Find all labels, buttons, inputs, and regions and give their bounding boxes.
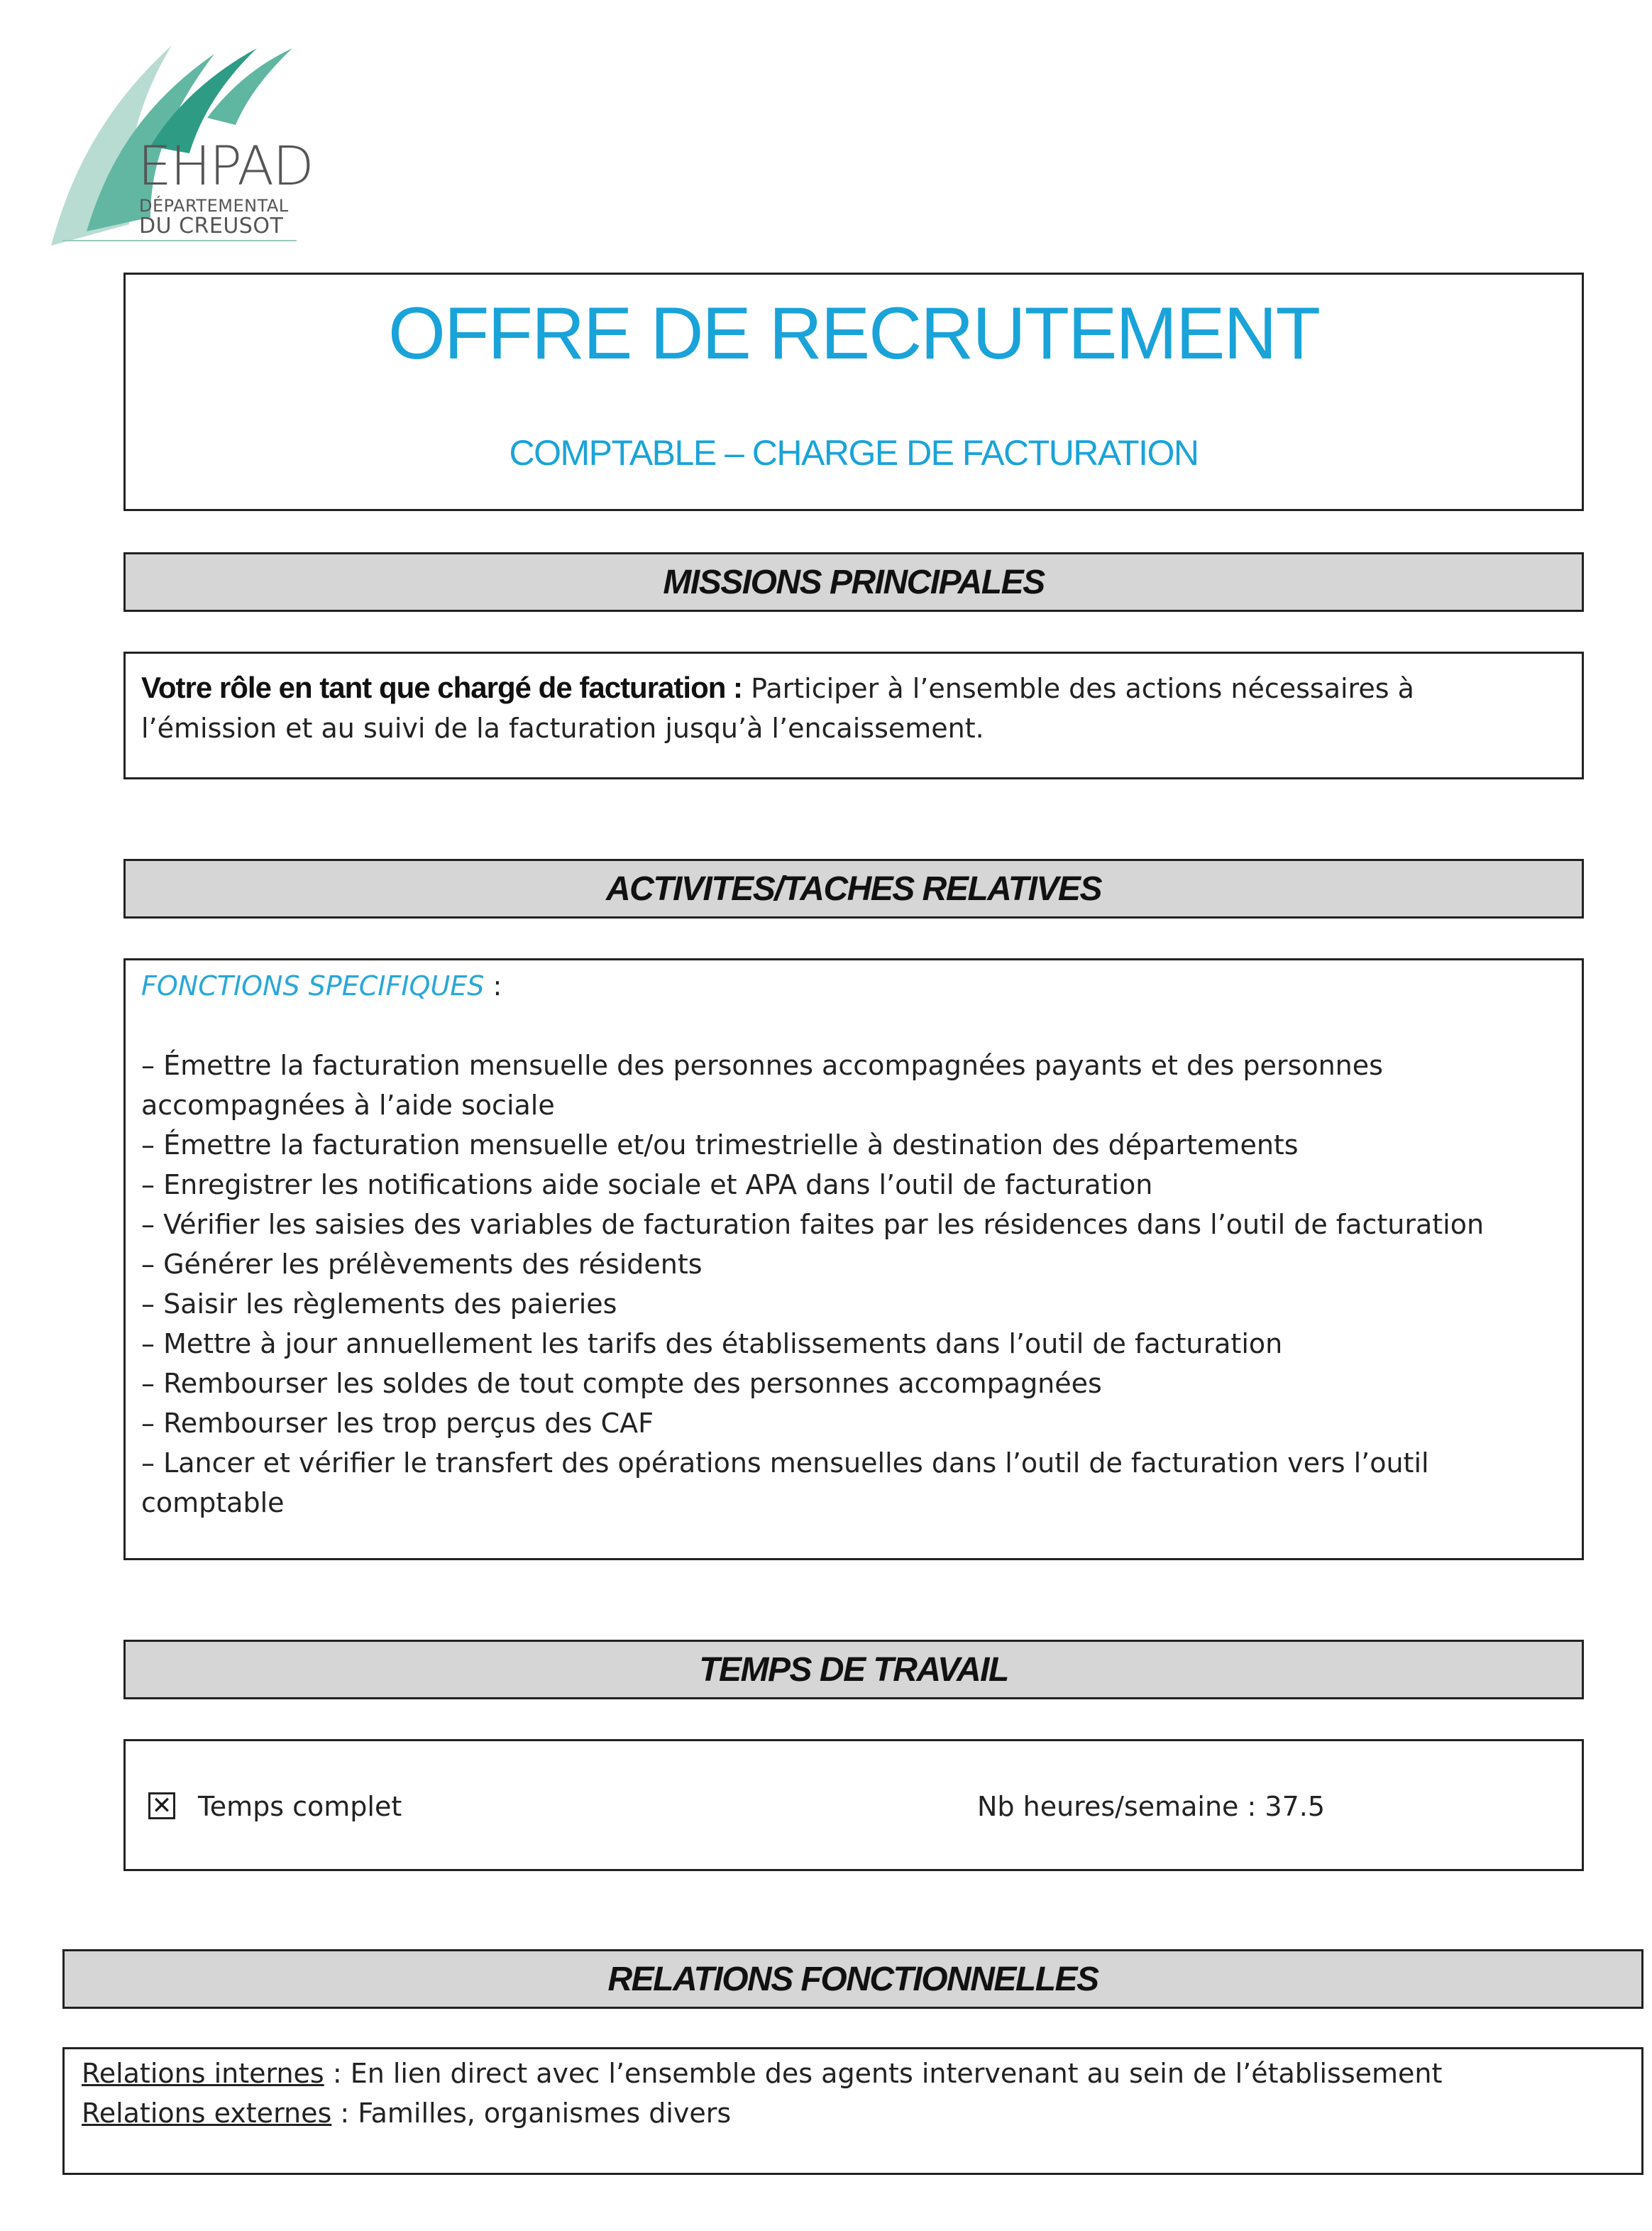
temps-complet-label: Temps complet — [198, 1791, 402, 1822]
list-item: – Émettre la facturation mensuelle et/ou trimestrielle à destination des départements — [141, 1129, 1299, 1161]
fonctions-specifiques-label: FONCTIONS SPECIFIQUES — [141, 970, 485, 1002]
logo-departemental: DÉPARTEMENTAL — [139, 196, 289, 216]
activites-box — [123, 958, 1584, 1560]
missions-box — [123, 652, 1584, 779]
list-item: – Lancer et vérifier le transfert des opérations mensuelles dans l’outil de facturation vers l’outil comptable — [141, 1447, 1429, 1518]
temps-heading-bar — [123, 1640, 1584, 1699]
list-item: – Générer les prélèvements des résidents — [141, 1249, 703, 1280]
temps-box — [123, 1739, 1584, 1871]
logo-du-creusot: DU CREUSOT — [139, 214, 284, 239]
logo-underline — [62, 240, 297, 241]
temps-complet-checkbox[interactable]: ✕ — [148, 1792, 175, 1819]
fonctions-label-line — [141, 966, 1553, 1006]
title-box — [123, 273, 1584, 511]
temps-heading: TEMPS DE TRAVAIL — [699, 1650, 1008, 1689]
logo-ehpad: EHPAD — [138, 134, 313, 197]
list-item: – Rembourser les trop perçus des CAF — [141, 1408, 654, 1439]
relations-externes-line — [82, 2093, 1629, 2133]
missions-description: Participer à l’ensemble des actions nécessaires à l’émission et au suivi de la facturation jusqu’à l’encaissement. — [141, 673, 1414, 744]
list-item: – Enregistrer les notifications aide sociale et APA dans l’outil de facturation — [141, 1169, 1153, 1200]
list-item: – Saisir les règlements des paieries — [141, 1288, 617, 1320]
missions-text — [141, 668, 1553, 748]
activites-list — [141, 1046, 1568, 1523]
missions-lead: Votre rôle en tant que chargé de facturation : — [141, 671, 743, 704]
missions-heading-bar — [123, 552, 1584, 612]
relations-externes-text: : Familles, organismes divers — [331, 2098, 732, 2129]
list-item: – Rembourser les soldes de tout compte des personnes accompagnées — [141, 1368, 1102, 1399]
relations-internes-text: : En lien direct avec l’ensemble des agents intervenant au sein de l’établissement — [324, 2058, 1443, 2089]
page-title: OFFRE DE RECRUTEMENT — [388, 292, 1319, 375]
relations-heading-bar — [62, 1949, 1643, 2009]
relations-internes-line — [82, 2054, 1629, 2093]
job-title: COMPTABLE – CHARGE DE FACTURATION — [509, 433, 1199, 473]
activites-heading-bar — [123, 859, 1584, 919]
ehpad-logo — [44, 40, 313, 246]
relations-heading: RELATIONS FONCTIONNELLES — [607, 1960, 1098, 1998]
list-item: – Émettre la facturation mensuelle des personnes accompagnées payants et des personnes accompagnées à l’aide sociale — [141, 1050, 1383, 1121]
hours-per-week: Nb heures/semaine : 37.5 — [977, 1791, 1326, 1822]
relations-externes-label: Relations externes — [82, 2098, 332, 2129]
list-item: – Mettre à jour annuellement les tarifs des établissements dans l’outil de facturation — [141, 1328, 1283, 1359]
relations-box — [62, 2047, 1643, 2175]
missions-heading: MISSIONS PRINCIPALES — [663, 563, 1045, 601]
relations-internes-label: Relations internes — [82, 2058, 324, 2089]
fonctions-label-suffix: : — [484, 970, 502, 1002]
list-item: – Vérifier les saisies des variables de facturation faites par les résidences dans l’outil de facturation — [141, 1209, 1485, 1240]
activites-heading: ACTIVITES/TACHES RELATIVES — [606, 870, 1101, 908]
